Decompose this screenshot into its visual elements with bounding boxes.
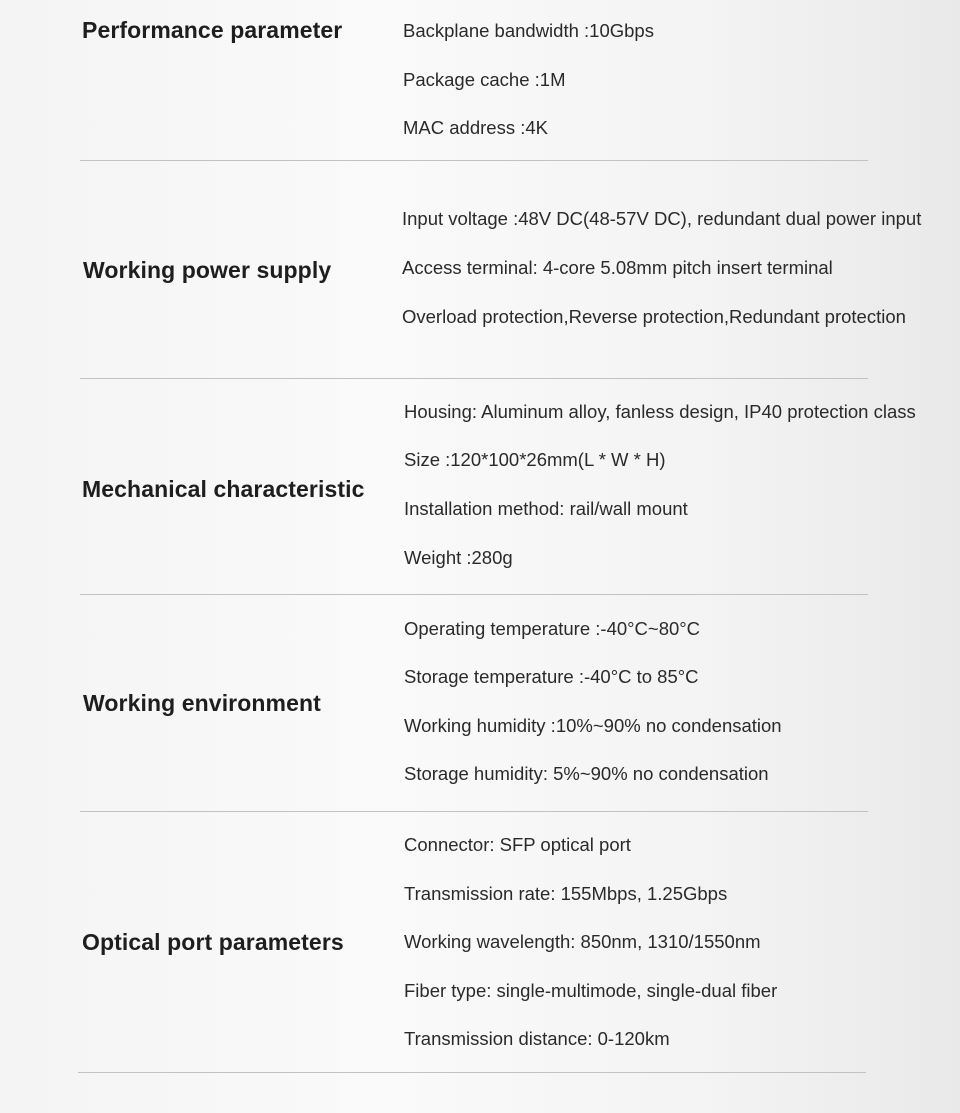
spec-fiber-type: Fiber type: single-multimode, single-dual fiber — [404, 980, 778, 1001]
section-divider — [80, 594, 868, 595]
spec-package-cache: Package cache :1M — [403, 69, 566, 90]
spec-backplane-bandwidth: Backplane bandwidth :10Gbps — [403, 20, 654, 41]
spec-installation: Installation method: rail/wall mount — [404, 498, 688, 519]
spec-connector: Connector: SFP optical port — [404, 834, 631, 855]
spec-transmission-distance: Transmission distance: 0-120km — [404, 1028, 670, 1049]
spec-operating-temperature: Operating temperature :-40°C~80°C — [404, 618, 701, 639]
spec-input-voltage: Input voltage :48V DC(48-57V DC), redundant dual power input — [402, 208, 922, 229]
section-divider — [80, 811, 868, 812]
spec-working-wavelength: Working wavelength: 850nm, 1310/1550nm — [404, 931, 761, 952]
section-title-mechanical: Mechanical characteristic — [82, 476, 365, 502]
spec-transmission-rate: Transmission rate: 155Mbps, 1.25Gbps — [404, 883, 728, 904]
spec-access-terminal: Access terminal: 4-core 5.08mm pitch insert terminal — [402, 257, 833, 278]
spec-mac-address: MAC address :4K — [403, 117, 548, 138]
section-divider — [78, 1072, 866, 1073]
spec-housing: Housing: Aluminum alloy, fanless design, IP40 protection class — [404, 401, 916, 422]
section-divider — [80, 378, 868, 379]
section-title-power-supply: Working power supply — [83, 257, 332, 283]
section-divider — [80, 160, 868, 161]
spec-weight: Weight :280g — [404, 547, 513, 568]
section-title-performance: Performance parameter — [82, 17, 343, 43]
section-title-optical-port: Optical port parameters — [82, 929, 344, 955]
spec-working-humidity: Working humidity :10%~90% no condensation — [404, 715, 782, 736]
spec-storage-temperature: Storage temperature :-40°C to 85°C — [404, 666, 699, 687]
spec-size: Size :120*100*26mm(L * W * H) — [404, 449, 666, 470]
spec-protection: Overload protection,Reverse protection,Redundant protection — [402, 306, 906, 327]
spec-storage-humidity: Storage humidity: 5%~90% no condensation — [404, 763, 769, 784]
section-title-environment: Working environment — [83, 690, 321, 716]
